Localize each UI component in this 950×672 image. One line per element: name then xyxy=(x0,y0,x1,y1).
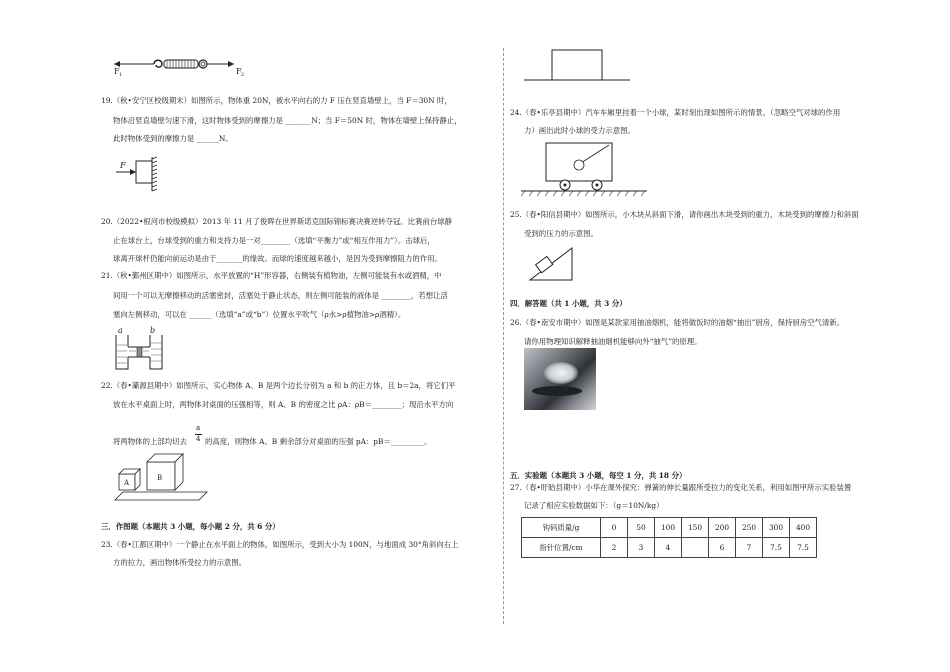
table-cell: 3 xyxy=(628,538,655,558)
q22-line-3b: 的高度，则物体 A、B 剩余部分对桌面的压强 pA：pB＝_________。 xyxy=(205,437,432,446)
table-cell: 0 xyxy=(601,518,628,538)
q25-line-1: 25.（春•阳信县期中）如图所示，小木块从斜面下滑，请你画出木块受到的重力，木块受到的摩擦力和斜面 xyxy=(510,210,859,219)
table-cell: 100 xyxy=(655,518,682,538)
table-cell: 指针位置/cm xyxy=(522,538,601,558)
spring-label-f1-sub: 1 xyxy=(119,72,123,78)
wall-block-figure xyxy=(114,155,166,195)
smoke-plume xyxy=(544,362,578,384)
section-3-heading: 三．作图题（本题共 3 小题，每小题 2 分，共 6 分） xyxy=(101,522,280,531)
table-cell: 300 xyxy=(763,518,790,538)
q22-line-1: 22.（春•灞源县期中）如图所示，实心物体 A、B 是两个边长分别为 a 和 b 的正方体，且 b＝2a，将它们平 xyxy=(101,381,456,390)
q19-line-2: 物体沿竖直墙壁匀速下滑，这时物体受到的摩擦力是 _______N；当 F＝50N 时，物体在墙壁上保持静止， xyxy=(113,116,462,125)
spring-figure xyxy=(112,56,252,76)
q27-line-1: 27.（春•盱眙县期中）小华在课外探究：弹簧的伸长量跟所受拉力的变化关系，利用如图甲所示实验装置 xyxy=(510,483,852,492)
h-container-figure xyxy=(112,325,166,371)
q21-line-1: 21.（秋•鄞州区期中）如图所示，水平放置的“H”形容器，右侧装有植物油，左侧可能装有水或酒精，中 xyxy=(101,271,442,280)
table-cell: 150 xyxy=(682,518,709,538)
q22-line-2: 放在水平桌面上时，两物体对桌面的压强相等，则 A、B 的密度之比 ρA：ρB＝________；现沿水平方向 xyxy=(113,400,454,409)
fraction-numerator: a xyxy=(196,424,201,432)
q26-line-2: 请你用物理知识解释抽油烟机能够向外“抽气”的原理。 xyxy=(524,337,702,346)
q19-line-3: 此时物体受到的摩擦力是 ______N。 xyxy=(113,134,233,143)
range-hood-photo xyxy=(524,348,596,410)
q24-line-2: 力）画出此时小球的受力示意图。 xyxy=(524,126,635,135)
q20-line-3: 球离开球杆仍能向前运动是由于_______的缘故。而球的速度越来越小，是因为受到摩擦阻力的作用。 xyxy=(113,254,442,263)
tube-label-a: a xyxy=(118,326,123,335)
table-cell: 7.5 xyxy=(790,538,817,558)
q23-line-1: 23.（春•江都区期中）一个静止在水平面上的物体，如图所示，受到大小为 100N，与地面成 30°角斜向右上 xyxy=(101,540,459,549)
q21-line-3: 塞向左侧移动，可以在 ______（选填“a”或“b”）位置水平吹气（ρ水>ρ植物油>ρ酒精）。 xyxy=(113,310,406,319)
q23-line-2: 方的拉力，画出物体所受拉力的示意图。 xyxy=(113,558,247,567)
q27-line-2: 记录了相应实验数据如下：（g＝10N/kg） xyxy=(524,501,664,510)
spring-data-table xyxy=(521,517,817,558)
tube-label-b: b xyxy=(150,326,156,335)
table-cell: 2 xyxy=(601,538,628,558)
table-cell: 钩码质量/g xyxy=(522,518,601,538)
spring-label-f2: F xyxy=(236,67,242,76)
cubes-figure xyxy=(113,452,209,504)
q20-line-2: 止在球台上，台球受到的重力和支持力是一对________（选填“平衡力”或“相互作用力”）。击球后， xyxy=(113,236,435,245)
table-cell: 7.5 xyxy=(763,538,790,558)
spring-label-f1: F xyxy=(114,67,120,76)
table-cell: 6 xyxy=(709,538,736,558)
q26-line-1: 26.（春•南安市期中）如图是某款家用抽油烟机，能将做饭时的油烟“抽出”厨房，保持厨房空气清新。 xyxy=(510,318,845,327)
spring-label-f2-sub: 2 xyxy=(241,72,245,78)
table-cell xyxy=(682,538,709,558)
incline-figure xyxy=(526,244,576,284)
q21-line-2: 间用一个可以无摩擦移动的活塞密封，活塞处于静止状态，则左侧可能装的液体是 ________，若想让活 xyxy=(113,291,448,300)
table-cell: 50 xyxy=(628,518,655,538)
column-divider xyxy=(503,48,504,624)
table-cell: 4 xyxy=(655,538,682,558)
section-4-heading: 四．解答题（共 1 小题，共 3 分） xyxy=(510,299,627,308)
q19-line-1: 19.（秋•安宁区校级期末）如图所示，物体重 20N，被水平向右的力 F 压在竖直墙壁上，当 F＝30N 时， xyxy=(101,96,452,105)
cube-label-b: B xyxy=(157,474,163,482)
table-row-pointer xyxy=(522,538,817,558)
block-on-ground-figure xyxy=(520,48,635,88)
cube-label-a: A xyxy=(124,479,130,487)
q25-line-2: 受到的压力的示意图。 xyxy=(524,229,598,238)
table-cell: 250 xyxy=(736,518,763,538)
q24-line-1: 24.（春•乐亭县期中）汽车车厢里挂着一个小球，某时刻出现如图所示的情景。（忽略空气对球的作用 xyxy=(510,108,841,117)
table-row-mass xyxy=(522,518,817,538)
section-5-heading: 五．实验题（本题共 3 小题，每空 1 分，共 18 分） xyxy=(510,471,687,480)
q20-line-1: 20.（2022•根河市校级模拟）2013 年 11 月了俊晖在世界斯诺克国际锦标赛决赛逆转夺冠。比赛前台球静 xyxy=(101,217,453,226)
fraction-denominator: 4 xyxy=(196,435,201,443)
table-cell: 7 xyxy=(736,538,763,558)
table-cell: 200 xyxy=(709,518,736,538)
table-cell: 400 xyxy=(790,518,817,538)
car-figure xyxy=(519,141,649,197)
frying-pan xyxy=(532,386,582,396)
wall-force-label: F xyxy=(120,161,126,170)
q22-line-3a: 将两物体的上部均切去 xyxy=(113,437,187,446)
